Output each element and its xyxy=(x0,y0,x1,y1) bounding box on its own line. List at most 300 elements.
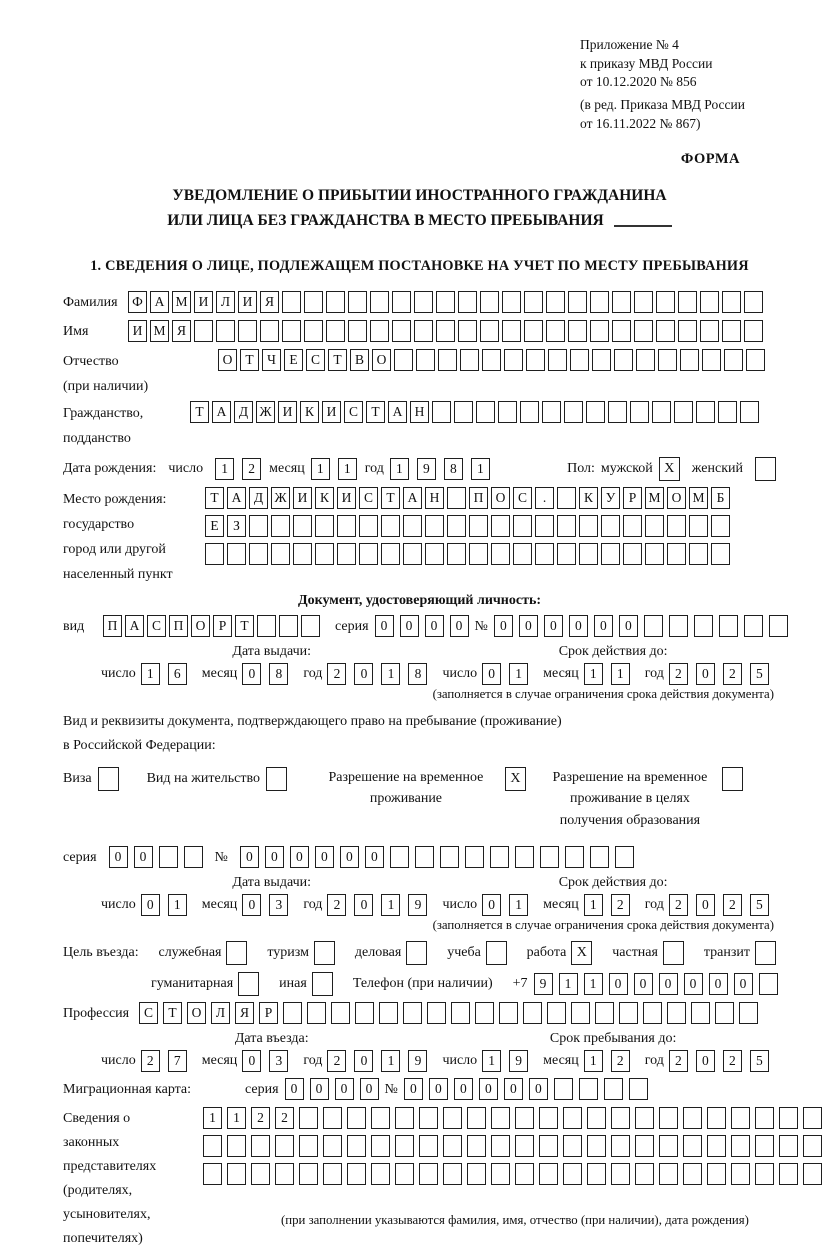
char-cell[interactable] xyxy=(612,291,631,313)
char-cell[interactable] xyxy=(498,401,517,423)
char-cell[interactable] xyxy=(546,291,565,313)
char-cell[interactable] xyxy=(689,543,708,565)
char-cell[interactable] xyxy=(803,1163,822,1185)
char-cell[interactable]: В xyxy=(350,349,369,371)
char-cell[interactable] xyxy=(539,1135,558,1157)
char-cell[interactable] xyxy=(634,291,653,313)
char-cell[interactable] xyxy=(526,349,545,371)
char-cell[interactable] xyxy=(432,401,451,423)
char-cell[interactable]: 0 xyxy=(335,1078,354,1100)
char-cell[interactable] xyxy=(283,1002,302,1024)
char-cell[interactable]: Т xyxy=(328,349,347,371)
char-cell[interactable] xyxy=(546,320,565,342)
char-cell[interactable] xyxy=(260,320,279,342)
purpose-official-checkbox[interactable] xyxy=(226,941,247,965)
char-cell[interactable] xyxy=(238,320,257,342)
char-cell[interactable] xyxy=(656,291,675,313)
char-cell[interactable] xyxy=(592,349,611,371)
char-cell[interactable]: Т xyxy=(235,615,254,637)
char-cell[interactable] xyxy=(469,543,488,565)
char-cell[interactable] xyxy=(539,1163,558,1185)
char-cell[interactable] xyxy=(293,515,312,537)
char-cell[interactable]: 2 xyxy=(275,1107,294,1129)
char-cell[interactable]: 0 xyxy=(315,846,334,868)
char-cell[interactable]: 0 xyxy=(734,973,753,995)
char-cell[interactable] xyxy=(524,320,543,342)
char-cell[interactable]: 2 xyxy=(669,1050,688,1072)
purpose-humanitarian-checkbox[interactable] xyxy=(238,972,259,996)
char-cell[interactable] xyxy=(304,320,323,342)
char-cell[interactable]: А xyxy=(227,487,246,509)
char-cell[interactable] xyxy=(700,320,719,342)
char-cell[interactable]: 0 xyxy=(365,846,384,868)
char-cell[interactable] xyxy=(711,543,730,565)
char-cell[interactable]: 0 xyxy=(354,663,373,685)
char-cell[interactable] xyxy=(301,615,320,637)
char-cell[interactable] xyxy=(587,1135,606,1157)
char-cell[interactable] xyxy=(331,1002,350,1024)
char-cell[interactable]: 0 xyxy=(569,615,588,637)
char-cell[interactable] xyxy=(744,320,763,342)
char-cell[interactable]: Ч xyxy=(262,349,281,371)
char-cell[interactable]: 2 xyxy=(723,663,742,685)
char-cell[interactable] xyxy=(803,1107,822,1129)
char-cell[interactable] xyxy=(683,1135,702,1157)
char-cell[interactable] xyxy=(744,291,763,313)
char-cell[interactable]: С xyxy=(306,349,325,371)
char-cell[interactable] xyxy=(769,615,788,637)
char-cell[interactable]: А xyxy=(125,615,144,637)
char-cell[interactable]: 1 xyxy=(584,1050,603,1072)
char-cell[interactable] xyxy=(539,1107,558,1129)
char-cell[interactable] xyxy=(425,543,444,565)
char-cell[interactable] xyxy=(678,291,697,313)
char-cell[interactable] xyxy=(579,515,598,537)
char-cell[interactable]: 0 xyxy=(450,615,469,637)
char-cell[interactable] xyxy=(315,515,334,537)
char-cell[interactable]: 0 xyxy=(285,1078,304,1100)
char-cell[interactable] xyxy=(563,1107,582,1129)
char-cell[interactable]: 0 xyxy=(494,615,513,637)
char-cell[interactable] xyxy=(414,291,433,313)
char-cell[interactable] xyxy=(746,349,765,371)
char-cell[interactable] xyxy=(718,401,737,423)
char-cell[interactable]: Т xyxy=(366,401,385,423)
char-cell[interactable]: 0 xyxy=(696,663,715,685)
char-cell[interactable]: 0 xyxy=(354,1050,373,1072)
char-cell[interactable] xyxy=(523,1002,542,1024)
char-cell[interactable]: 0 xyxy=(544,615,563,637)
char-cell[interactable] xyxy=(299,1107,318,1129)
char-cell[interactable] xyxy=(194,320,213,342)
char-cell[interactable] xyxy=(557,543,576,565)
char-cell[interactable] xyxy=(271,543,290,565)
char-cell[interactable] xyxy=(440,846,459,868)
char-cell[interactable] xyxy=(390,846,409,868)
char-cell[interactable] xyxy=(447,515,466,537)
char-cell[interactable] xyxy=(601,543,620,565)
char-cell[interactable] xyxy=(460,349,479,371)
char-cell[interactable]: 0 xyxy=(400,615,419,637)
char-cell[interactable] xyxy=(337,543,356,565)
char-cell[interactable]: 2 xyxy=(251,1107,270,1129)
char-cell[interactable] xyxy=(403,515,422,537)
char-cell[interactable]: 1 xyxy=(338,458,357,480)
char-cell[interactable]: Л xyxy=(211,1002,230,1024)
char-cell[interactable]: Е xyxy=(284,349,303,371)
char-cell[interactable] xyxy=(724,349,743,371)
char-cell[interactable]: А xyxy=(388,401,407,423)
char-cell[interactable] xyxy=(779,1163,798,1185)
char-cell[interactable] xyxy=(337,515,356,537)
char-cell[interactable]: 8 xyxy=(269,663,288,685)
char-cell[interactable] xyxy=(645,543,664,565)
char-cell[interactable] xyxy=(548,349,567,371)
char-cell[interactable] xyxy=(667,515,686,537)
char-cell[interactable] xyxy=(282,320,301,342)
char-cell[interactable]: С xyxy=(139,1002,158,1024)
char-cell[interactable]: Н xyxy=(425,487,444,509)
char-cell[interactable] xyxy=(744,615,763,637)
char-cell[interactable]: А xyxy=(150,291,169,313)
char-cell[interactable]: 0 xyxy=(519,615,538,637)
purpose-private-checkbox[interactable] xyxy=(663,941,684,965)
char-cell[interactable]: Т xyxy=(381,487,400,509)
char-cell[interactable]: 0 xyxy=(242,894,261,916)
char-cell[interactable] xyxy=(707,1135,726,1157)
char-cell[interactable] xyxy=(205,543,224,565)
char-cell[interactable] xyxy=(447,487,466,509)
char-cell[interactable]: 1 xyxy=(381,894,400,916)
char-cell[interactable]: 1 xyxy=(381,1050,400,1072)
char-cell[interactable] xyxy=(443,1163,462,1185)
char-cell[interactable]: С xyxy=(147,615,166,637)
char-cell[interactable] xyxy=(759,973,778,995)
char-cell[interactable] xyxy=(370,320,389,342)
char-cell[interactable] xyxy=(711,515,730,537)
char-cell[interactable]: 1 xyxy=(203,1107,222,1129)
char-cell[interactable] xyxy=(443,1135,462,1157)
char-cell[interactable] xyxy=(299,1135,318,1157)
char-cell[interactable] xyxy=(643,1002,662,1024)
char-cell[interactable] xyxy=(658,349,677,371)
char-cell[interactable]: Н xyxy=(410,401,429,423)
char-cell[interactable] xyxy=(392,291,411,313)
char-cell[interactable] xyxy=(590,320,609,342)
option-visa-checkbox[interactable] xyxy=(98,767,119,791)
char-cell[interactable]: 0 xyxy=(609,973,628,995)
char-cell[interactable] xyxy=(425,515,444,537)
char-cell[interactable]: 2 xyxy=(723,1050,742,1072)
char-cell[interactable] xyxy=(467,1107,486,1129)
char-cell[interactable] xyxy=(694,615,713,637)
char-cell[interactable]: 2 xyxy=(669,894,688,916)
char-cell[interactable] xyxy=(563,1135,582,1157)
char-cell[interactable] xyxy=(667,1002,686,1024)
char-cell[interactable] xyxy=(557,487,576,509)
char-cell[interactable] xyxy=(323,1163,342,1185)
char-cell[interactable] xyxy=(458,320,477,342)
char-cell[interactable]: О xyxy=(218,349,237,371)
sex-female-checkbox[interactable] xyxy=(755,457,776,481)
char-cell[interactable] xyxy=(392,320,411,342)
char-cell[interactable] xyxy=(403,543,422,565)
char-cell[interactable]: 0 xyxy=(360,1078,379,1100)
char-cell[interactable] xyxy=(467,1163,486,1185)
char-cell[interactable]: И xyxy=(194,291,213,313)
char-cell[interactable] xyxy=(203,1163,222,1185)
char-cell[interactable] xyxy=(395,1135,414,1157)
char-cell[interactable] xyxy=(315,543,334,565)
char-cell[interactable]: О xyxy=(191,615,210,637)
char-cell[interactable] xyxy=(159,846,178,868)
char-cell[interactable] xyxy=(371,1163,390,1185)
char-cell[interactable] xyxy=(635,1135,654,1157)
char-cell[interactable] xyxy=(436,320,455,342)
char-cell[interactable] xyxy=(696,401,715,423)
char-cell[interactable] xyxy=(419,1107,438,1129)
char-cell[interactable]: 0 xyxy=(340,846,359,868)
char-cell[interactable]: Ж xyxy=(256,401,275,423)
char-cell[interactable]: Т xyxy=(163,1002,182,1024)
char-cell[interactable]: И xyxy=(293,487,312,509)
char-cell[interactable]: 2 xyxy=(723,894,742,916)
char-cell[interactable] xyxy=(719,615,738,637)
char-cell[interactable] xyxy=(515,1107,534,1129)
char-cell[interactable] xyxy=(184,846,203,868)
char-cell[interactable]: 2 xyxy=(242,458,261,480)
char-cell[interactable]: М xyxy=(645,487,664,509)
char-cell[interactable]: Ф xyxy=(128,291,147,313)
char-cell[interactable] xyxy=(443,1107,462,1129)
char-cell[interactable] xyxy=(379,1002,398,1024)
char-cell[interactable]: И xyxy=(322,401,341,423)
char-cell[interactable] xyxy=(779,1135,798,1157)
char-cell[interactable] xyxy=(659,1163,678,1185)
char-cell[interactable] xyxy=(652,401,671,423)
char-cell[interactable] xyxy=(467,1135,486,1157)
char-cell[interactable] xyxy=(702,349,721,371)
char-cell[interactable] xyxy=(623,515,642,537)
char-cell[interactable]: 1 xyxy=(141,663,160,685)
char-cell[interactable]: 2 xyxy=(611,1050,630,1072)
char-cell[interactable]: М xyxy=(150,320,169,342)
purpose-other-checkbox[interactable] xyxy=(312,972,333,996)
char-cell[interactable] xyxy=(355,1002,374,1024)
char-cell[interactable]: Ж xyxy=(271,487,290,509)
char-cell[interactable] xyxy=(565,846,584,868)
char-cell[interactable] xyxy=(458,291,477,313)
char-cell[interactable] xyxy=(216,320,235,342)
char-cell[interactable] xyxy=(755,1107,774,1129)
char-cell[interactable] xyxy=(347,1135,366,1157)
char-cell[interactable] xyxy=(520,401,539,423)
char-cell[interactable] xyxy=(491,1107,510,1129)
char-cell[interactable] xyxy=(590,291,609,313)
char-cell[interactable]: О xyxy=(667,487,686,509)
char-cell[interactable]: 2 xyxy=(327,1050,346,1072)
char-cell[interactable] xyxy=(491,515,510,537)
char-cell[interactable] xyxy=(326,291,345,313)
char-cell[interactable]: А xyxy=(212,401,231,423)
char-cell[interactable]: 9 xyxy=(509,1050,528,1072)
char-cell[interactable] xyxy=(415,846,434,868)
char-cell[interactable]: 0 xyxy=(696,1050,715,1072)
char-cell[interactable] xyxy=(491,543,510,565)
char-cell[interactable] xyxy=(513,515,532,537)
char-cell[interactable] xyxy=(542,401,561,423)
char-cell[interactable] xyxy=(579,543,598,565)
char-cell[interactable]: 1 xyxy=(509,663,528,685)
char-cell[interactable] xyxy=(635,1107,654,1129)
char-cell[interactable]: 0 xyxy=(504,1078,523,1100)
char-cell[interactable] xyxy=(601,515,620,537)
char-cell[interactable]: 0 xyxy=(594,615,613,637)
char-cell[interactable] xyxy=(491,1135,510,1157)
char-cell[interactable] xyxy=(454,401,473,423)
char-cell[interactable] xyxy=(451,1002,470,1024)
char-cell[interactable] xyxy=(722,291,741,313)
char-cell[interactable]: 1 xyxy=(227,1107,246,1129)
char-cell[interactable]: 1 xyxy=(215,458,234,480)
char-cell[interactable]: Я xyxy=(235,1002,254,1024)
char-cell[interactable]: И xyxy=(278,401,297,423)
char-cell[interactable]: Я xyxy=(172,320,191,342)
char-cell[interactable]: 0 xyxy=(529,1078,548,1100)
char-cell[interactable]: 6 xyxy=(168,663,187,685)
char-cell[interactable]: 1 xyxy=(471,458,490,480)
char-cell[interactable]: . xyxy=(535,487,554,509)
char-cell[interactable] xyxy=(611,1135,630,1157)
char-cell[interactable] xyxy=(419,1163,438,1185)
char-cell[interactable] xyxy=(504,349,523,371)
char-cell[interactable]: 3 xyxy=(269,894,288,916)
char-cell[interactable] xyxy=(656,320,675,342)
char-cell[interactable] xyxy=(644,615,663,637)
char-cell[interactable]: П xyxy=(103,615,122,637)
char-cell[interactable]: И xyxy=(238,291,257,313)
char-cell[interactable] xyxy=(689,515,708,537)
char-cell[interactable] xyxy=(371,1135,390,1157)
char-cell[interactable]: 9 xyxy=(408,894,427,916)
char-cell[interactable] xyxy=(667,543,686,565)
char-cell[interactable] xyxy=(740,401,759,423)
char-cell[interactable] xyxy=(502,320,521,342)
char-cell[interactable]: 9 xyxy=(417,458,436,480)
char-cell[interactable] xyxy=(722,320,741,342)
char-cell[interactable]: 0 xyxy=(141,894,160,916)
char-cell[interactable]: 0 xyxy=(242,1050,261,1072)
char-cell[interactable]: 0 xyxy=(684,973,703,995)
char-cell[interactable] xyxy=(394,349,413,371)
char-cell[interactable]: 0 xyxy=(634,973,653,995)
char-cell[interactable] xyxy=(611,1163,630,1185)
char-cell[interactable]: 0 xyxy=(709,973,728,995)
char-cell[interactable] xyxy=(304,291,323,313)
char-cell[interactable] xyxy=(436,291,455,313)
char-cell[interactable] xyxy=(438,349,457,371)
char-cell[interactable] xyxy=(475,1002,494,1024)
char-cell[interactable] xyxy=(282,291,301,313)
char-cell[interactable]: Е xyxy=(205,515,224,537)
char-cell[interactable]: С xyxy=(344,401,363,423)
char-cell[interactable] xyxy=(395,1163,414,1185)
char-cell[interactable] xyxy=(476,401,495,423)
char-cell[interactable]: 3 xyxy=(269,1050,288,1072)
char-cell[interactable]: 9 xyxy=(534,973,553,995)
char-cell[interactable] xyxy=(659,1135,678,1157)
char-cell[interactable] xyxy=(299,1163,318,1185)
char-cell[interactable]: 5 xyxy=(750,894,769,916)
char-cell[interactable]: 0 xyxy=(425,615,444,637)
char-cell[interactable] xyxy=(587,1163,606,1185)
char-cell[interactable] xyxy=(371,1107,390,1129)
char-cell[interactable] xyxy=(203,1135,222,1157)
purpose-tourism-checkbox[interactable] xyxy=(314,941,335,965)
char-cell[interactable]: 0 xyxy=(479,1078,498,1100)
char-cell[interactable]: 2 xyxy=(327,894,346,916)
char-cell[interactable] xyxy=(568,291,587,313)
char-cell[interactable]: 0 xyxy=(354,894,373,916)
char-cell[interactable] xyxy=(416,349,435,371)
char-cell[interactable] xyxy=(623,543,642,565)
char-cell[interactable] xyxy=(563,1163,582,1185)
char-cell[interactable]: Т xyxy=(190,401,209,423)
char-cell[interactable] xyxy=(590,846,609,868)
char-cell[interactable]: 5 xyxy=(750,1050,769,1072)
char-cell[interactable] xyxy=(524,291,543,313)
char-cell[interactable]: 0 xyxy=(375,615,394,637)
char-cell[interactable] xyxy=(674,401,693,423)
char-cell[interactable] xyxy=(227,1135,246,1157)
char-cell[interactable] xyxy=(279,615,298,637)
char-cell[interactable] xyxy=(579,1078,598,1100)
char-cell[interactable]: 0 xyxy=(310,1078,329,1100)
char-cell[interactable]: 5 xyxy=(750,663,769,685)
char-cell[interactable] xyxy=(227,1163,246,1185)
char-cell[interactable]: Д xyxy=(234,401,253,423)
char-cell[interactable] xyxy=(275,1135,294,1157)
char-cell[interactable]: 0 xyxy=(454,1078,473,1100)
char-cell[interactable] xyxy=(707,1163,726,1185)
char-cell[interactable]: 0 xyxy=(696,894,715,916)
char-cell[interactable]: У xyxy=(601,487,620,509)
char-cell[interactable]: С xyxy=(513,487,532,509)
char-cell[interactable]: 0 xyxy=(659,973,678,995)
char-cell[interactable]: З xyxy=(227,515,246,537)
char-cell[interactable] xyxy=(564,401,583,423)
char-cell[interactable] xyxy=(515,1135,534,1157)
char-cell[interactable]: Т xyxy=(240,349,259,371)
option-temp-residence-checkbox[interactable]: X xyxy=(505,767,526,791)
char-cell[interactable] xyxy=(348,320,367,342)
char-cell[interactable]: 8 xyxy=(444,458,463,480)
char-cell[interactable]: Я xyxy=(260,291,279,313)
char-cell[interactable] xyxy=(669,615,688,637)
purpose-business-checkbox[interactable] xyxy=(406,941,427,965)
char-cell[interactable]: 0 xyxy=(429,1078,448,1100)
char-cell[interactable] xyxy=(535,515,554,537)
char-cell[interactable] xyxy=(803,1135,822,1157)
char-cell[interactable] xyxy=(629,1078,648,1100)
char-cell[interactable] xyxy=(547,1002,566,1024)
char-cell[interactable]: 0 xyxy=(240,846,259,868)
char-cell[interactable] xyxy=(707,1107,726,1129)
char-cell[interactable]: Б xyxy=(711,487,730,509)
char-cell[interactable] xyxy=(482,349,501,371)
char-cell[interactable] xyxy=(755,1135,774,1157)
char-cell[interactable]: 8 xyxy=(408,663,427,685)
